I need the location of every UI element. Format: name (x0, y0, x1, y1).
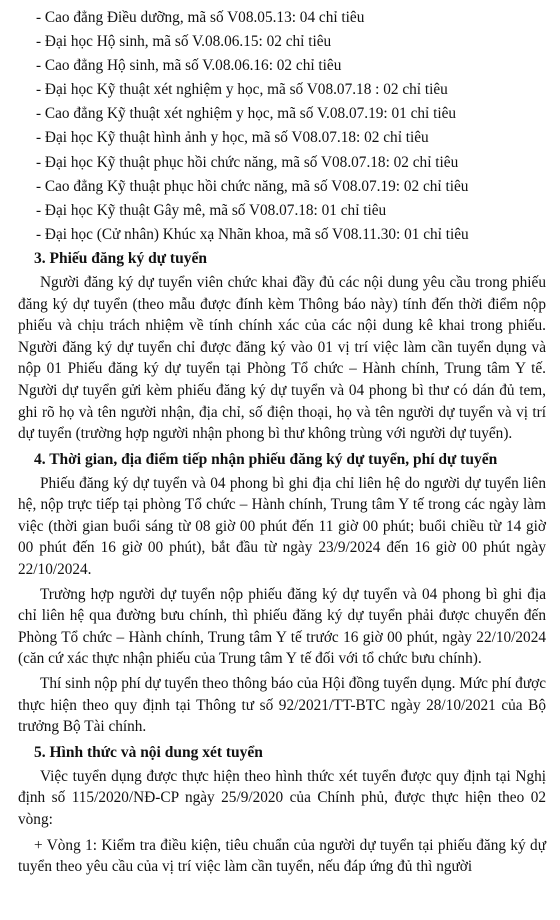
quota-item: - Đại học Kỹ thuật xét nghiệm y học, mã số V08.07.18 : 02 chỉ tiêu (36, 81, 448, 99)
quota-item: - Đại học (Cử nhân) Khúc xạ Nhãn khoa, mã số V08.11.30: 01 chỉ tiêu (36, 225, 469, 243)
quota-item: - Cao đẳng Kỹ thuật xét nghiệm y học, mã số V.08.07.19: 01 chỉ tiêu (36, 105, 457, 123)
section-5-round-1: + Vòng 1: Kiểm tra điều kiện, tiêu chuẩn của người dự tuyển tại phiếu đăng ký dự tuyển theo yêu cầu của vị trí việc làm cần tuyển, nếu đáp ứng đủ thì người (18, 836, 546, 876)
section-4-paragraph-2: Trường hợp người dự tuyển nộp phiếu đăng ký dự tuyển và 04 phong bì ghi địa chỉ liên hệ qua đường bưu chính, thì phiếu đăng ký dự tuyển phải được chuyển đến Phòng Tổ chức – Hành chính, Trung tâm Y tế trước 16 giờ 00 phút, ngày 22/10/2024 (căn cứ xác thực nhận phiếu của Trung tâm Y tế đối với tổ chức bưu chính). (18, 585, 546, 668)
section-4-paragraph-1: Phiếu đăng ký dự tuyển và 04 phong bì ghi địa chỉ liên hệ do người dự tuyển liên hệ, nộp trực tiếp tại phòng Tổ chức – Hành chính, Trung tâm Y tế trong các ngày làm việc (thời gian buổi sáng từ 08 giờ 00 phút đến 11 giờ 00 phút; buổi chiều từ 14 giờ 00 phút đến 16 giờ 00 phút), bắt đầu từ ngày 23/9/2024 đến 16 giờ 00 phút ngày 22/10/2024. (18, 474, 546, 579)
quota-item: - Cao đẳng Kỹ thuật phục hồi chức năng, mã số V08.07.19: 02 chỉ tiêu (36, 177, 469, 195)
quota-item: - Cao đẳng Điều dưỡng, mã số V08.05.13: 04 chỉ tiêu (36, 9, 365, 26)
section-5-heading: 5. Hình thức và nội dung xét tuyển (34, 743, 263, 761)
section-3-heading: 3. Phiếu đăng ký dự tuyển (34, 249, 207, 267)
section-3-paragraph: Người đăng ký dự tuyển viên chức khai đầy đủ các nội dung yêu cầu trong phiếu đăng ký dự tuyển (theo mẫu được đính kèm Thông báo này) tính đến thời điểm nộp phiếu và chịu trách nhiệm về tính chính xác của các nội dung kê khai trong phiếu. Người đăng ký dự tuyển chỉ được đăng ký vào 01 vị trí việc làm cần tuyển dụng và nộp 01 Phiếu đăng ký dự tuyển tại Phòng Tổ chức – Hành chính, Trung tâm Y tế. Người dự tuyển gửi kèm phiếu đăng ký dự tuyển và 04 phong bì thư có dán đủ tem, ghi rõ họ và tên người nhận, địa chỉ, số điện thoại, họ và tên người dự tuyển và vị trí dự tuyển (trường hợp người nhận phong bì thư không trùng với người dự tuyển). (18, 273, 546, 443)
quota-item: - Đại học Kỹ thuật Gây mê, mã số V08.07.18: 01 chỉ tiêu (36, 201, 387, 219)
quota-item: - Đại học Kỹ thuật phục hồi chức năng, mã số V08.07.18: 02 chỉ tiêu (36, 153, 459, 171)
quota-item: - Đại học Kỹ thuật hình ảnh y học, mã số V08.07.18: 02 chỉ tiêu (36, 129, 429, 147)
quota-list (18, 6, 546, 247)
section-4-paragraph-3: Thí sinh nộp phí dự tuyển theo thông báo của Hội đồng tuyển dụng. Mức phí được thực hiện theo quy định tại Thông tư số 92/2021/TT-BTC ngày 28/10/2021 của Bộ trưởng Bộ Tài chính. (18, 675, 546, 736)
section-5-paragraph: Việc tuyển dụng được thực hiện theo hình thức xét tuyển được quy định tại Nghị định số 115/2020/NĐ-CP ngày 25/9/2020 của Chính phủ, được thực hiện theo 02 vòng: (18, 767, 546, 828)
section-4-heading: 4. Thời gian, địa điểm tiếp nhận phiếu đăng ký dự tuyển, phí dự tuyển (34, 450, 498, 468)
quota-item: - Cao đẳng Hộ sinh, mã số V.08.06.16: 02 chỉ tiêu (36, 57, 342, 75)
quota-item: - Đại học Hộ sinh, mã số V.08.06.15: 02 chỉ tiêu (36, 33, 332, 51)
